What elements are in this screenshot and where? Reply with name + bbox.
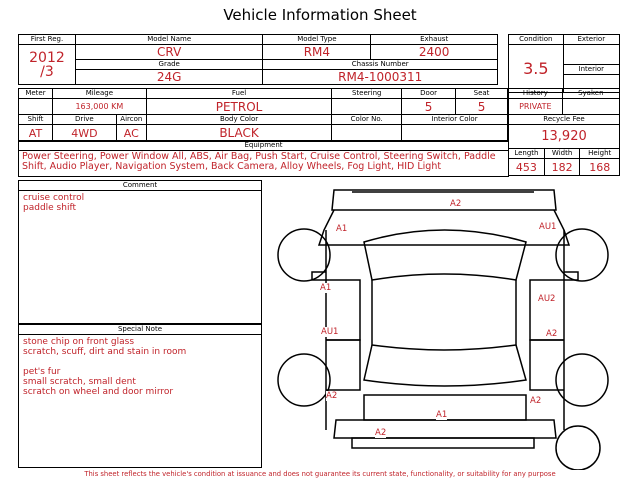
height-label: Height [580, 149, 620, 159]
color-no-value [332, 125, 402, 142]
shift-label: Shift [19, 115, 53, 125]
rear-bumper [334, 420, 556, 438]
special-note-text: stone chip on front glass scratch, scuff, dirt and stain in room pet's fur small scratch, small dent scratch on wheel and door mirror [23, 337, 187, 397]
damage-left-rear-door: AU1 [321, 327, 339, 337]
syaken-value [562, 99, 619, 115]
steering-label: Steering [332, 89, 402, 99]
spec-table [18, 88, 508, 142]
history-table [508, 88, 620, 176]
exterior-label: Exterior [563, 35, 619, 45]
damage-left-front-fender: A1 [336, 224, 348, 234]
model-name-value: CRV [75, 45, 263, 60]
damage-right-front-door: AU2 [538, 294, 556, 304]
damage-left-front-door: A1 [320, 283, 332, 293]
model-type-label: Model Type [263, 35, 371, 45]
damage-rear-bumper: A2 [375, 428, 387, 438]
special-note-label: Special Note [19, 325, 261, 335]
meter-value [19, 99, 53, 115]
wheel-rear-left [278, 354, 330, 406]
height-value: 168 [580, 159, 620, 176]
grade-label: Grade [75, 60, 263, 70]
damage-tailgate: A1 [436, 410, 448, 420]
door-label: Door [402, 89, 456, 99]
damage-right-rear-door: A2 [546, 329, 558, 339]
aircon-label: Aircon [116, 115, 146, 125]
exterior-value [563, 45, 619, 65]
equipment-text: Power Steering, Power Window All, ABS, Air Bag, Push Start, Cruise Control, Steering Switch, Paddle Shift, Audio Player, Navigation System, Back Camera, Alloy Wheels, Fog Light, HID Light [22, 151, 496, 172]
length-value: 453 [509, 159, 545, 176]
body-color-label: Body Color [146, 115, 332, 125]
condition-value: 3.5 [509, 45, 564, 93]
damage-right-front-wheel: AU1 [539, 222, 557, 232]
exhaust-label: Exhaust [371, 35, 498, 45]
grade-value: 24G [75, 70, 263, 85]
chassis-number-label: Chassis Number [263, 60, 498, 70]
damage-right-rear-quarter: A2 [530, 396, 542, 406]
chassis-number-value: RM4-1000311 [263, 70, 498, 85]
comment-text: cruise control paddle shift [23, 193, 85, 213]
body-color-value: BLACK [146, 125, 332, 142]
seat-value: 5 [456, 99, 508, 115]
model-type-value: RM4 [263, 45, 371, 60]
first-reg-label: First Reg. [19, 35, 76, 45]
length-label: Length [509, 149, 545, 159]
drive-label: Drive [52, 115, 116, 125]
comment-label: Comment [19, 181, 261, 191]
model-name-label: Model Name [75, 35, 263, 45]
rear-window [364, 345, 526, 386]
interior-color-label: Interior Color [402, 115, 508, 125]
history-label: History [509, 89, 563, 99]
special-note-box [18, 324, 262, 468]
color-no-label: Color No. [332, 115, 402, 125]
door-value: 5 [402, 99, 456, 115]
steering-value [332, 99, 402, 115]
equipment-box [18, 140, 509, 177]
comment-box [18, 180, 262, 324]
rear-bumper-lower [352, 438, 534, 448]
interior-label: Interior [563, 65, 619, 75]
right-rear-door [530, 340, 564, 390]
recycle-fee-label: Recycle Fee [509, 115, 620, 125]
shift-value: AT [19, 125, 53, 142]
windshield [364, 230, 526, 280]
roof [372, 280, 516, 350]
fuel-label: Fuel [146, 89, 332, 99]
mileage-label: Mileage [52, 89, 146, 99]
recycle-fee-value: 13,920 [509, 125, 620, 149]
seat-label: Seat [456, 89, 508, 99]
car-damage-diagram [264, 180, 640, 470]
drive-value: 4WD [52, 125, 116, 142]
disclaimer-footer: This sheet reflects the vehicle's condition at issuance and does not guarantee its current state, functionality, or suitability for any purpose [84, 470, 556, 478]
vehicle-id-table [18, 34, 498, 85]
exhaust-value: 2400 [371, 45, 498, 60]
aircon-value: AC [116, 125, 146, 142]
width-label: Width [544, 149, 580, 159]
front-bumper [332, 190, 556, 210]
width-value: 182 [544, 159, 580, 176]
history-value: PRIVATE [509, 99, 563, 115]
left-rear-door [326, 340, 360, 390]
damage-front-bumper: A2 [450, 199, 462, 209]
condition-label: Condition [509, 35, 564, 45]
meter-label: Meter [19, 89, 53, 99]
sheet-title: Vehicle Information Sheet [223, 6, 417, 24]
condition-table [508, 34, 620, 93]
hood-outline [319, 210, 569, 245]
interior-color-value [402, 125, 508, 142]
syaken-label: Syaken [562, 89, 619, 99]
first-reg-value [19, 45, 76, 85]
first-reg-year: 2012 [29, 49, 65, 66]
spare-wheel [556, 426, 600, 470]
equipment-label: Equipment [19, 141, 508, 151]
first-reg-month: /3 [40, 63, 54, 80]
fuel-value: PETROL [146, 99, 332, 115]
damage-left-rear-wheel: A2 [326, 391, 338, 401]
mileage-value: 163,000 KM [52, 99, 146, 115]
